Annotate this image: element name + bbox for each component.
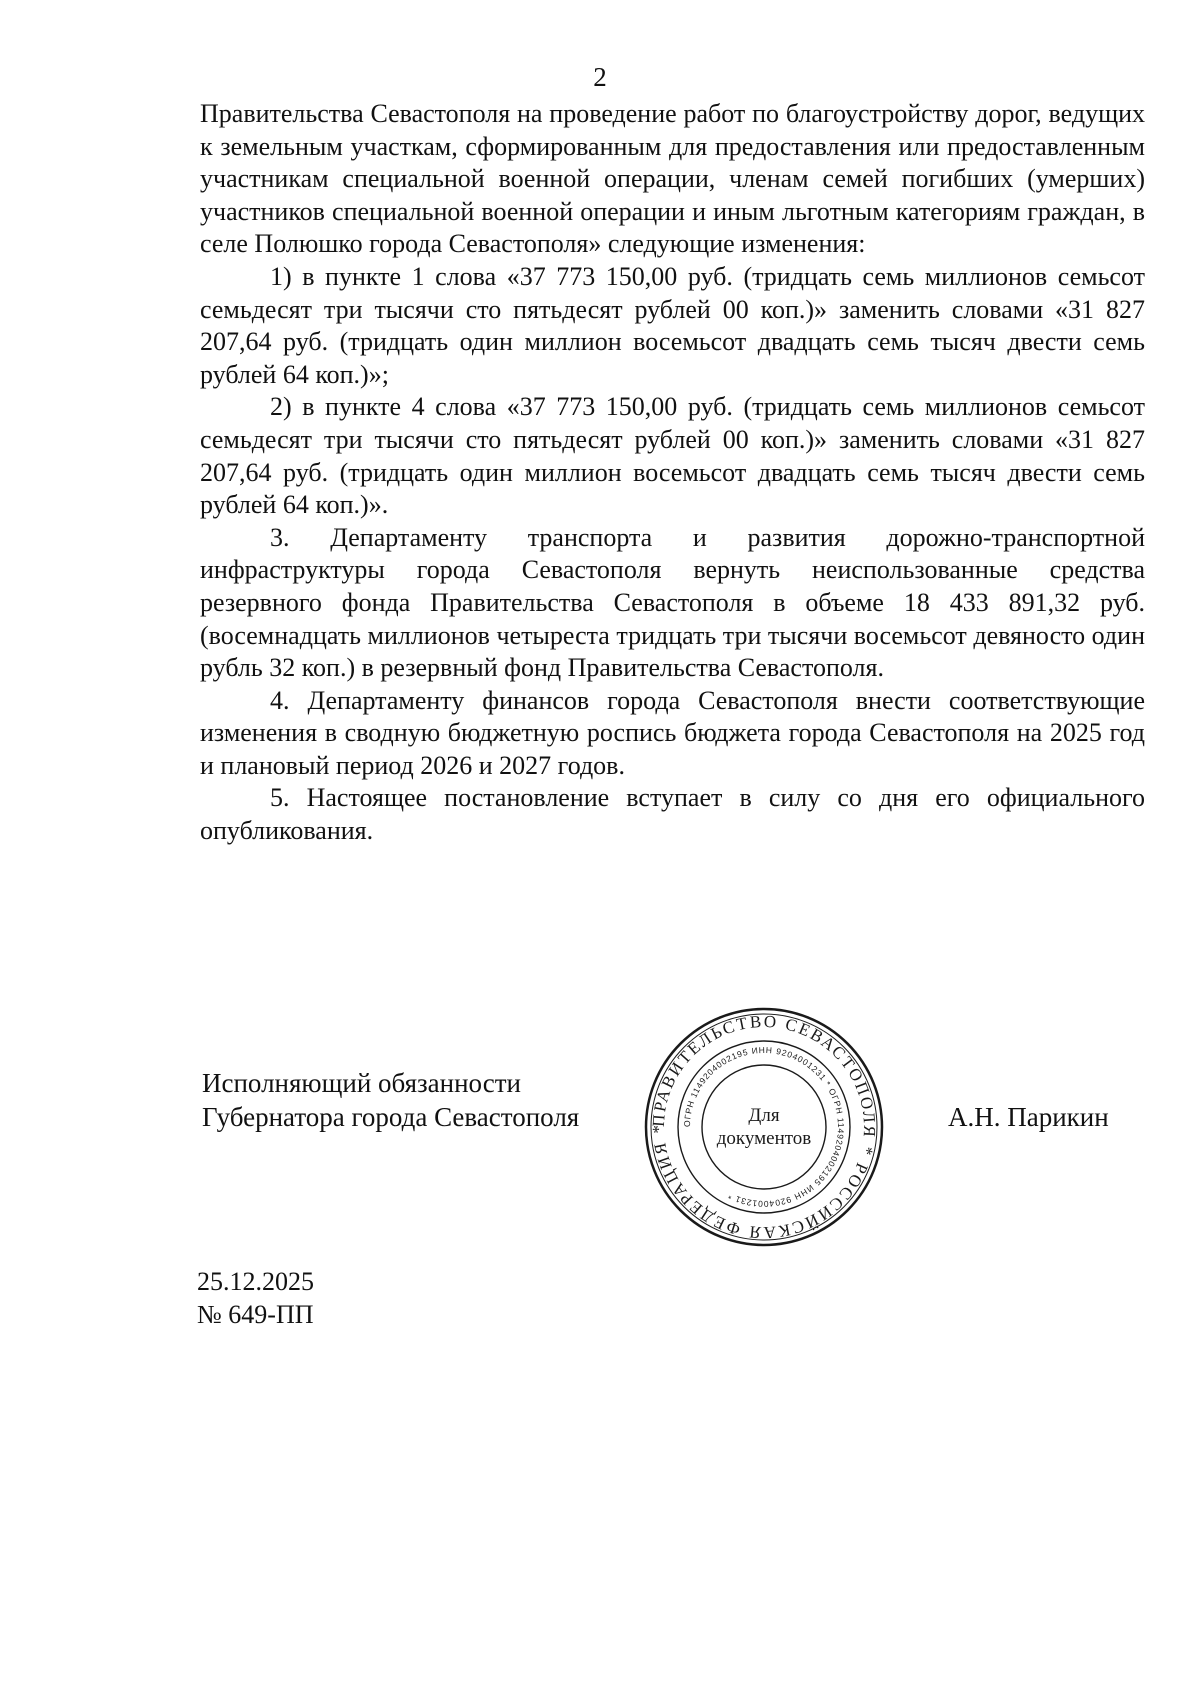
paragraph-item-1: 1) в пункте 1 слова «37 773 150,00 руб. (тридцать семь миллионов семьсот семьдесят три тысячи сто пятьдесят рублей 00 коп.)» заменить словами «31 827 207,64 руб. (тридцать один миллион восемьсот двадцать семь тысяч двести семь рублей 64 коп.)»; [200,261,1145,389]
signatory-title-line-1: Исполняющий обязанности [202,1068,521,1098]
paragraph-clause-3: 3. Департаменту транспорта и развития дорожно-транспортной инфраструктуры города Севастополя вернуть неиспользованные средства резервного фонда Правительства Севастополя в объеме 18 433 891,32 руб. (восемнадцать миллионов четыреста тридцать три тысячи восемьсот девяносто один рубль 32 коп.) в резервный фонд Правительства Севастополя. [200,522,1145,683]
page-number: 2 [593,62,607,92]
seal-center-line-2: документов [716,1128,812,1149]
paragraph-clause-4: 4. Департаменту финансов города Севастополя внести соответствующие изменения в сводную бюджетную роспись бюджета города Севастополя на 2025 год и плановый период 2026 и 2027 годов. [200,685,1145,780]
seal-middle-ring [678,1041,850,1213]
paragraph-clause-5: 5. Настоящее постановление вступает в силу со дня его официального опубликования. [200,783,1145,846]
signatory-title-line-2: Губернатора города Севастополя [202,1102,580,1132]
seal-inner-ring [702,1065,826,1189]
paragraph-item-2: 2) в пункте 4 слова «37 773 150,00 руб. (тридцать семь миллионов семьсот семьдесят три тысячи сто пятьдесят рублей 00 коп.)» заменить словами «31 827 207,64 руб. (тридцать один миллион восемьсот двадцать семь тысяч двести семь рублей 64 коп.)». [200,392,1145,520]
seal-outer-text: ПРАВИТЕЛЬСТВО СЕВАСТОПОЛЯ * РОССИЙСКАЯ ФЕДЕРАЦИЯ * [648,1011,880,1243]
seal-registration-text: ОГРН 1149204002195 ИНН 9204001231 * ОГРН 1149204002195 ИНН 9204001231 * [681,1044,847,1210]
official-seal [642,1005,886,1249]
seal-outer-ring [646,1009,882,1245]
document-number: № 649-ПП [197,1300,314,1329]
paragraph-intro: Правительства Севастополя на проведение работ по благоустройству дорог, ведущих к земельным участкам, сформированным для предоставления или предоставленным участникам специальной военной операции, членам семей погибших (умерших) участников специальной военной операции и иным льготным категориям граждан, в селе Полюшко города Севастополя» следующие изменения: [200,99,1145,259]
signatory-title [202,1066,579,1134]
document-date: 25.12.2025 [197,1267,314,1296]
seal-center-line-1: Для [748,1105,780,1126]
signatory-name: А.Н. Парикин [948,1102,1109,1132]
document-body [200,98,1145,848]
